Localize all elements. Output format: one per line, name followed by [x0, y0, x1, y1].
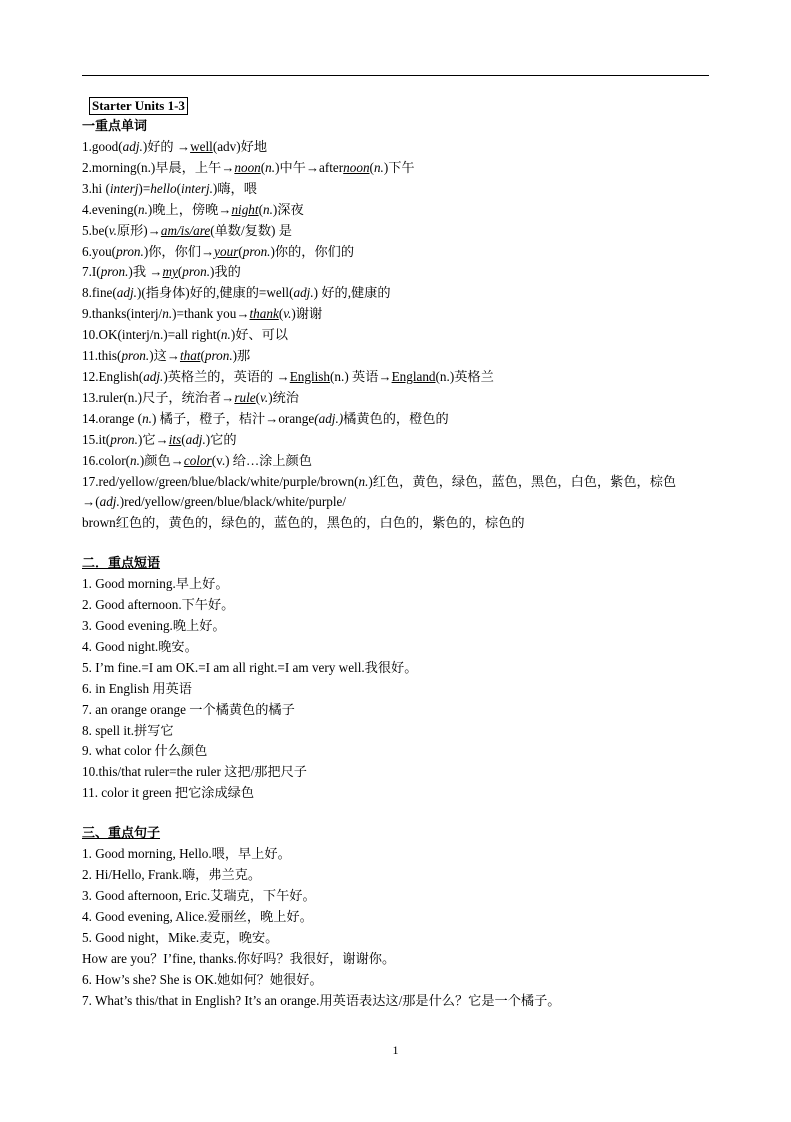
phrases-list [82, 574, 712, 804]
word-line: brown红色的，黄色的，绿色的，蓝色的，黑色的，白色的，紫色的，棕色的 [82, 515, 525, 531]
sentence-line: How are you？I’fine, thanks.你好吗？我很好，谢谢你。 [82, 950, 396, 966]
word-line: 15.it(pron.)它→its(adj.)它的 [82, 431, 237, 447]
phrase-line: 6. in English 用英语 [82, 680, 192, 696]
word-line: 7.I(pron.)我 →my(pron.)我的 [82, 264, 241, 280]
word-line: 6.you(pron.)你，你们→your(pron.)你的，你们的 [82, 243, 355, 259]
word-line: 10.OK(interj/n.)=all right(n.)好、可以 [82, 327, 288, 343]
header-rule [82, 75, 709, 76]
section-heading-sentences: 三、重点句子 [82, 826, 161, 842]
word-line: →(adj.)red/yellow/green/blue/black/white/purple/ [82, 494, 347, 510]
sentence-line: 3. Good afternoon, Eric.艾瑞克，下午好。 [82, 888, 316, 903]
sentence-line: 7. What’s this/that in English? It’s an orange.用英语表达这/那是什么？它是一个橘子。 [82, 992, 561, 1008]
sentence-line: 2. Hi/Hello, Frank.嗨，弗兰克。 [82, 867, 262, 883]
phrase-line: 9. what color 什么颜色 [82, 743, 208, 759]
phrase-line: 1. Good morning.早上好。 [82, 576, 229, 592]
phrase-line: 5. I’m fine.=I am OK.=I am all right.=I am very well.我很好。 [82, 659, 418, 675]
phrase-line: 11. color it green 把它涂成绿色 [82, 785, 255, 801]
section-heading-words: 一重点单词 [82, 119, 148, 134]
sentences-list [82, 844, 712, 1011]
phrase-line: 7. an orange orange 一个橘黄色的橘子 [82, 701, 295, 717]
phrase-line: 2. Good afternoon.下午好。 [82, 597, 235, 613]
word-line: 5.be(v.原形)→am/is/are(单数/复数) 是 [82, 222, 292, 238]
word-line: 9.thanks(interj/n.)=thank you→thank(v.)谢谢 [82, 306, 323, 322]
words-list [82, 137, 712, 534]
sentence-line: 6. How’s she? She is OK.她如何？她很好。 [82, 971, 323, 987]
phrase-line: 8. spell it.拼写它 [82, 722, 174, 738]
unit-title: Starter Units 1-3 [89, 97, 188, 115]
word-line: 14.orange (n.) 橘子，橙子，桔汁→orange(adj.)橘黄色的，橙色的 [82, 410, 449, 426]
word-line: 11.this(pron.)这→that(pron.)那 [82, 348, 251, 364]
word-line: 3.hi (interj)=hello(interj.)嗨，喂 [82, 180, 257, 196]
word-line: 12.English(adj.)英格兰的，英语的 →English(n.) 英语→England(n.)英格兰 [82, 368, 494, 384]
page-number: 1 [392, 1043, 399, 1057]
word-line: 17.red/yellow/green/blue/black/white/purple/brown(n.)红色，黄色，绿色，蓝色，黑色，白色，紫色，棕色 [82, 473, 677, 489]
section-heading-phrases: 二．重点短语 [82, 556, 161, 572]
phrase-line: 10.this/that ruler=the ruler 这把/那把尺子 [82, 764, 307, 780]
word-line: 1.good(adj.)好的 →well(adv)好地 [82, 139, 268, 154]
word-line: 16.color(n.)颜色→color(v.) 给…涂上颜色 [82, 452, 312, 468]
document-body [82, 96, 712, 1011]
sentence-line: 1. Good morning, Hello.喂，早上好。 [82, 846, 291, 862]
word-line: 2.morning(n.)早晨，上午→noon(n.)中午→afternoon(n.)下午 [82, 159, 415, 175]
phrase-line: 4. Good night.晚安。 [82, 638, 198, 654]
word-line: 4.evening(n.)晚上，傍晚→night(n.)深夜 [82, 201, 304, 217]
sentence-line: 5. Good night，Mike.麦克，晚安。 [82, 929, 279, 945]
sentence-line: 4. Good evening, Alice.爱丽丝，晚上好。 [82, 908, 313, 924]
word-line: 8.fine(adj.)(指身体)好的,健康的=well(adj.) 好的,健康的 [82, 285, 391, 301]
word-line: 13.ruler(n.)尺子，统治者→rule(v.)统治 [82, 389, 299, 405]
phrase-line: 3. Good evening.晚上好。 [82, 618, 226, 634]
